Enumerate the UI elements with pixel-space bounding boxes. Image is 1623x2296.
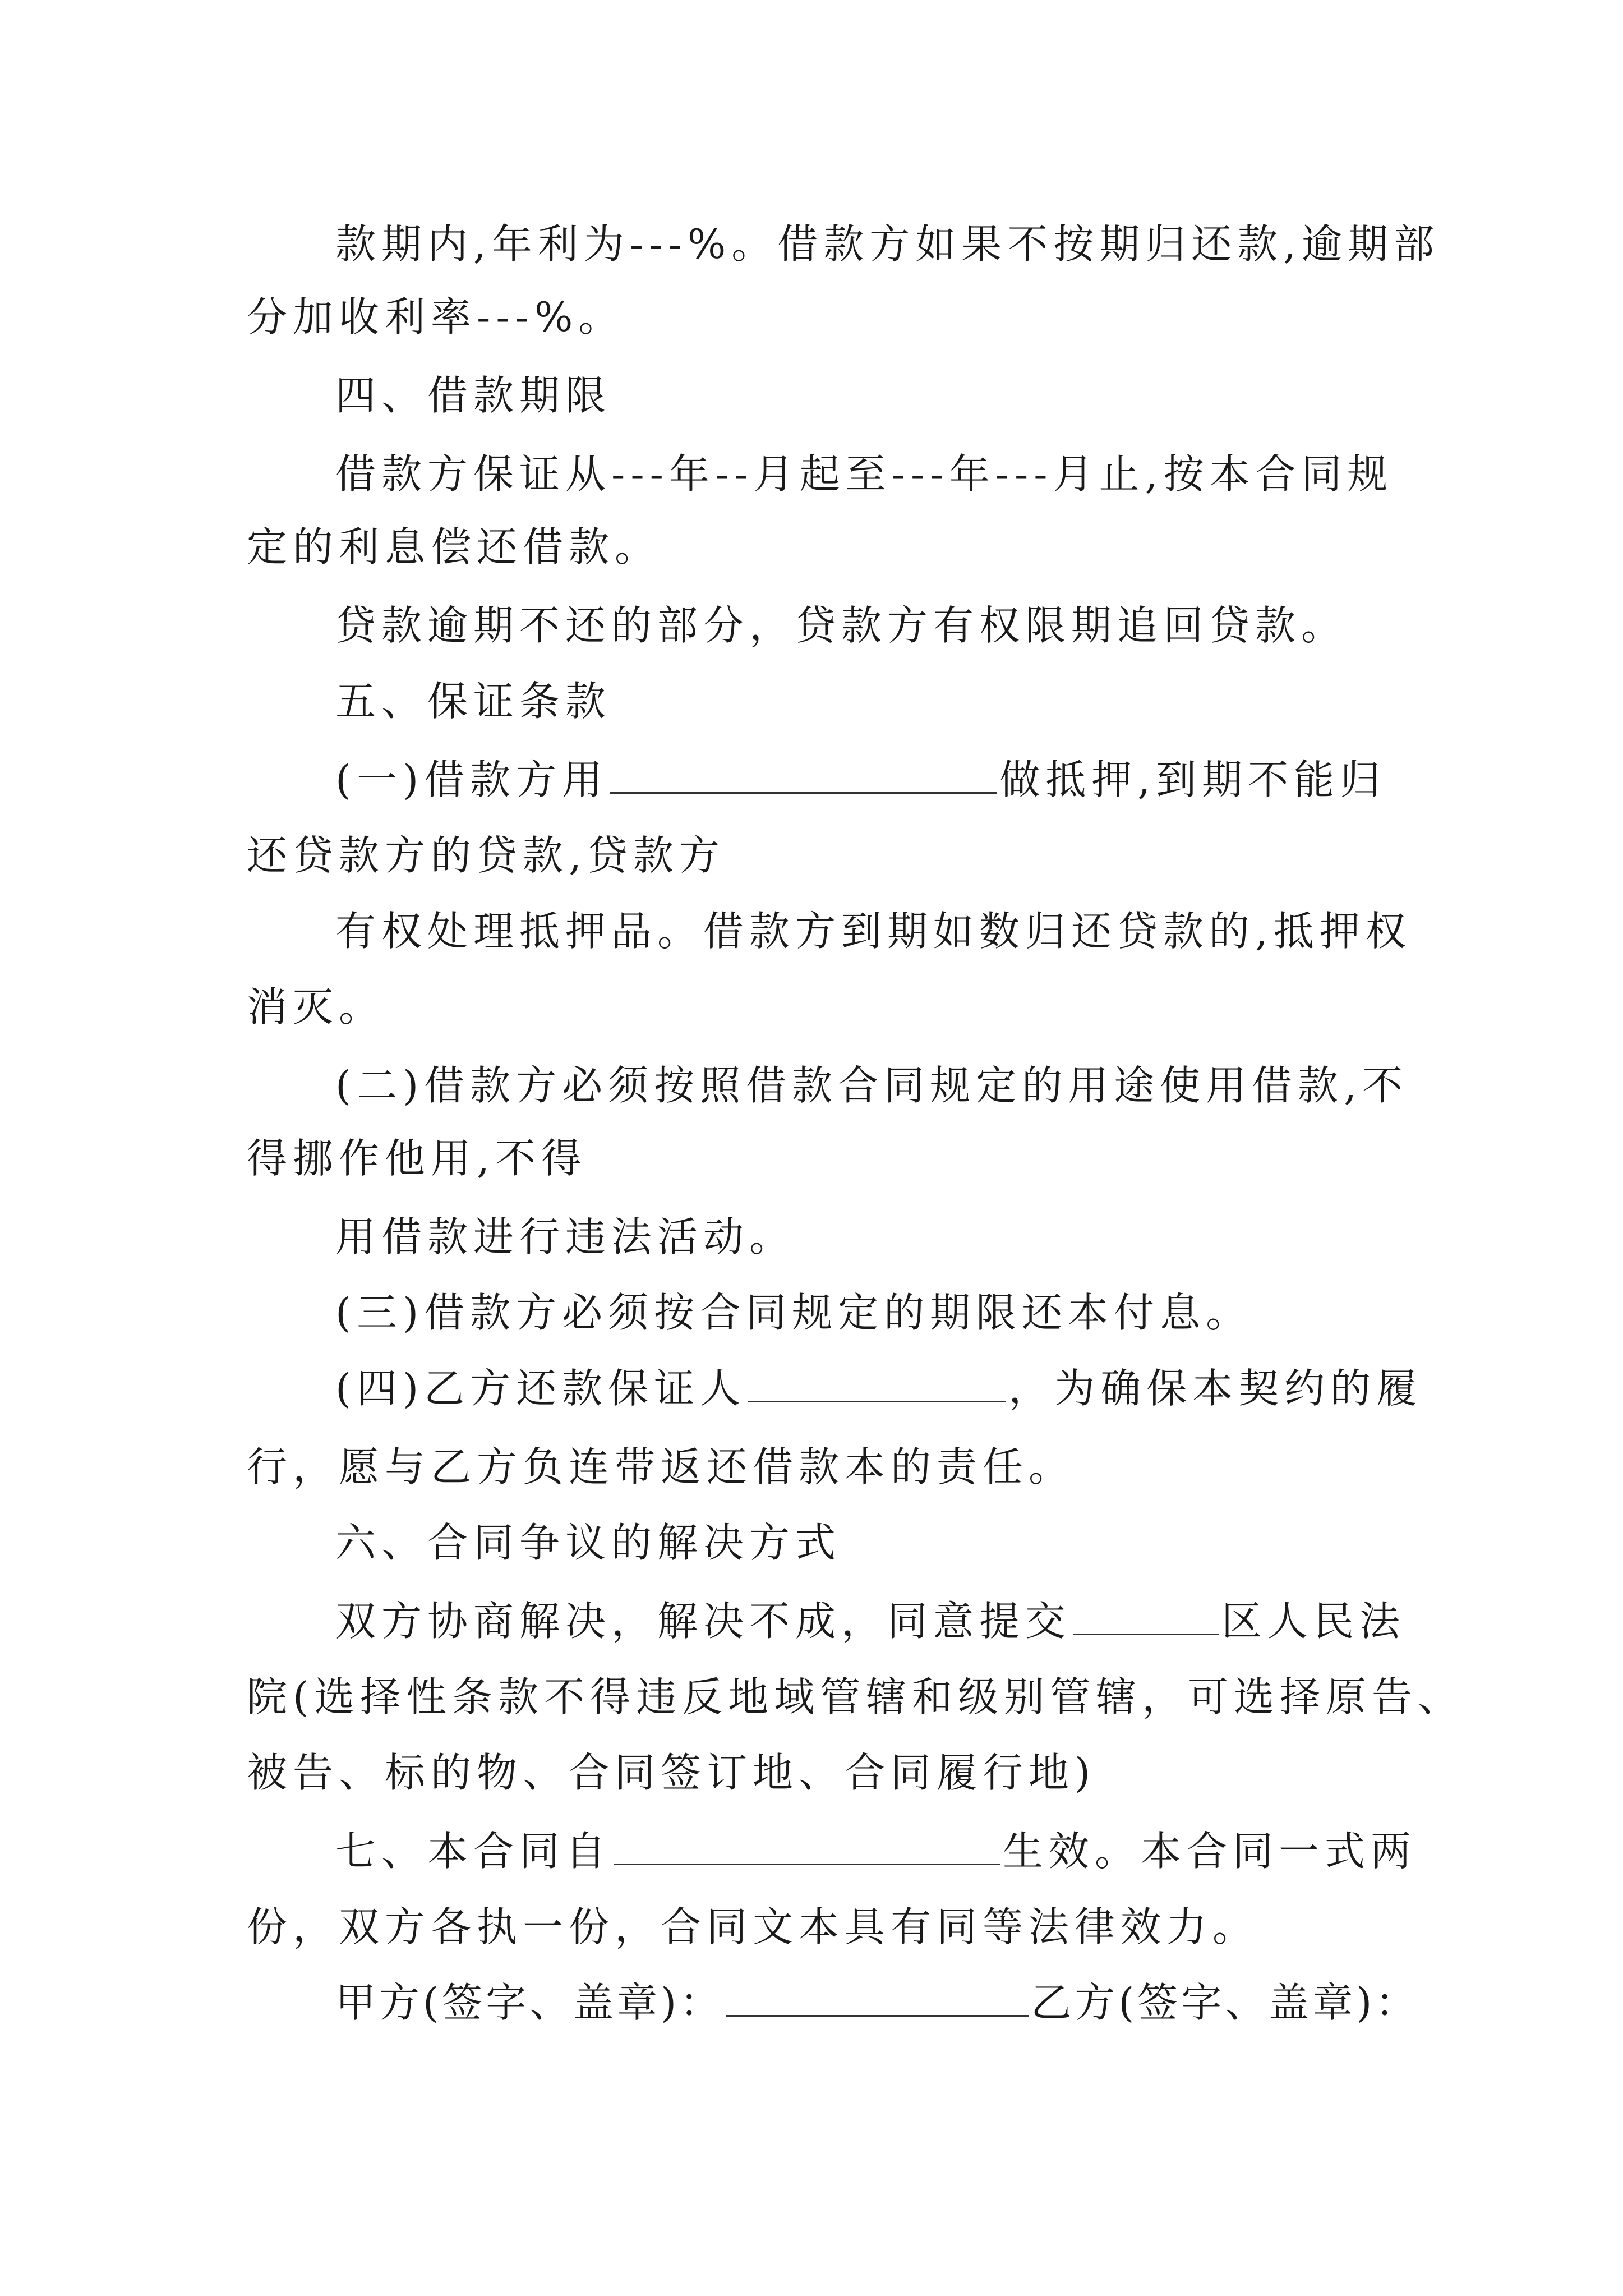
section-heading	[335, 1515, 841, 1571]
line-text: 分加收利率---%。	[247, 293, 625, 341]
line-text: 得挪作他用,不得	[247, 1135, 587, 1182]
fill-in-blank	[614, 1823, 1000, 1865]
text-line	[335, 903, 1412, 959]
line-text: (四)乙方还款保证人	[335, 1365, 746, 1412]
line-text: 有权处理抵押品。借款方到期如数归还贷款的,抵押权	[335, 908, 1412, 955]
line-text: 行，愿与乙方负连带返还借款本的责任。	[247, 1443, 1075, 1490]
line-text: 五、保证条款	[335, 678, 612, 725]
text-line	[247, 1439, 1075, 1495]
line-text: 份，双方各执一份，合同文本具有同等法律效力。	[247, 1903, 1259, 1950]
line-text: (一)借款方用	[335, 756, 608, 803]
party-b-signature-label: 乙方(签字、盖章)：	[1031, 1979, 1419, 2026]
line-text: 借款方保证从---年--月起至---年---月止,按本合同规	[335, 450, 1394, 498]
text-line	[247, 519, 661, 575]
line-text: 四、借款期限	[335, 372, 612, 419]
fill-in-blank	[610, 752, 997, 794]
text-line	[247, 1899, 1258, 1955]
fill-in-blank	[1073, 1593, 1219, 1635]
line-text: 贷款逾期不还的部分，贷款方有权限期追回贷款。	[335, 602, 1348, 649]
text-line	[247, 1130, 587, 1186]
line-text: (三)借款方必须按合同规定的期限还本付息。	[335, 1289, 1252, 1336]
line-text: 定的利息偿还借款。	[247, 523, 661, 570]
line-text: 区人民法	[1221, 1598, 1406, 1645]
line-text: 双方协商解决，解决不成，同意提交	[335, 1598, 1072, 1645]
line-text: 被告、标的物、合同签订地、合同履行地)	[247, 1749, 1096, 1796]
signature-line	[335, 1975, 1419, 2031]
text-line	[247, 1669, 1464, 1725]
signature-blank	[726, 1975, 1029, 2017]
text-line	[335, 446, 1394, 502]
text-line	[335, 1285, 1252, 1341]
line-text: 生效。本合同一式两	[1003, 1828, 1417, 1875]
text-line	[247, 827, 725, 884]
text-line	[335, 1057, 1408, 1114]
line-text: 院(选择性条款不得违反地域管辖和级别管辖，可选择原告、	[247, 1673, 1464, 1720]
line-text: 六、合同争议的解决方式	[335, 1519, 842, 1566]
text-line	[247, 1745, 1096, 1801]
fill-in-blank	[748, 1360, 1006, 1402]
text-line	[335, 597, 1347, 654]
line-text: 还贷款方的贷款,贷款方	[247, 832, 725, 879]
line-text: (二)借款方必须按照借款合同规定的用途使用借款,不	[335, 1062, 1409, 1109]
line-text: 七、本合同自	[335, 1828, 612, 1875]
party-a-signature-label: 甲方(签字、盖章)：	[335, 1979, 724, 2026]
text-line	[335, 752, 1386, 808]
text-line	[335, 1360, 1422, 1416]
line-text: 消灭。	[247, 983, 385, 1030]
line-text: ，为确保本契约的履	[1008, 1365, 1423, 1412]
text-line	[335, 1209, 795, 1265]
text-line	[335, 1823, 1417, 1879]
section-heading	[335, 367, 611, 424]
text-line	[335, 216, 1440, 272]
text-line	[247, 979, 385, 1035]
text-line	[247, 289, 624, 345]
text-line	[335, 1593, 1405, 1649]
line-text: 做抵押,到期不能归	[999, 756, 1386, 803]
section-heading	[335, 673, 611, 729]
line-text: 款期内,年利为---%。借款方如果不按期归还款,逾期部	[335, 220, 1440, 268]
line-text: 用借款进行违法活动。	[335, 1213, 796, 1260]
